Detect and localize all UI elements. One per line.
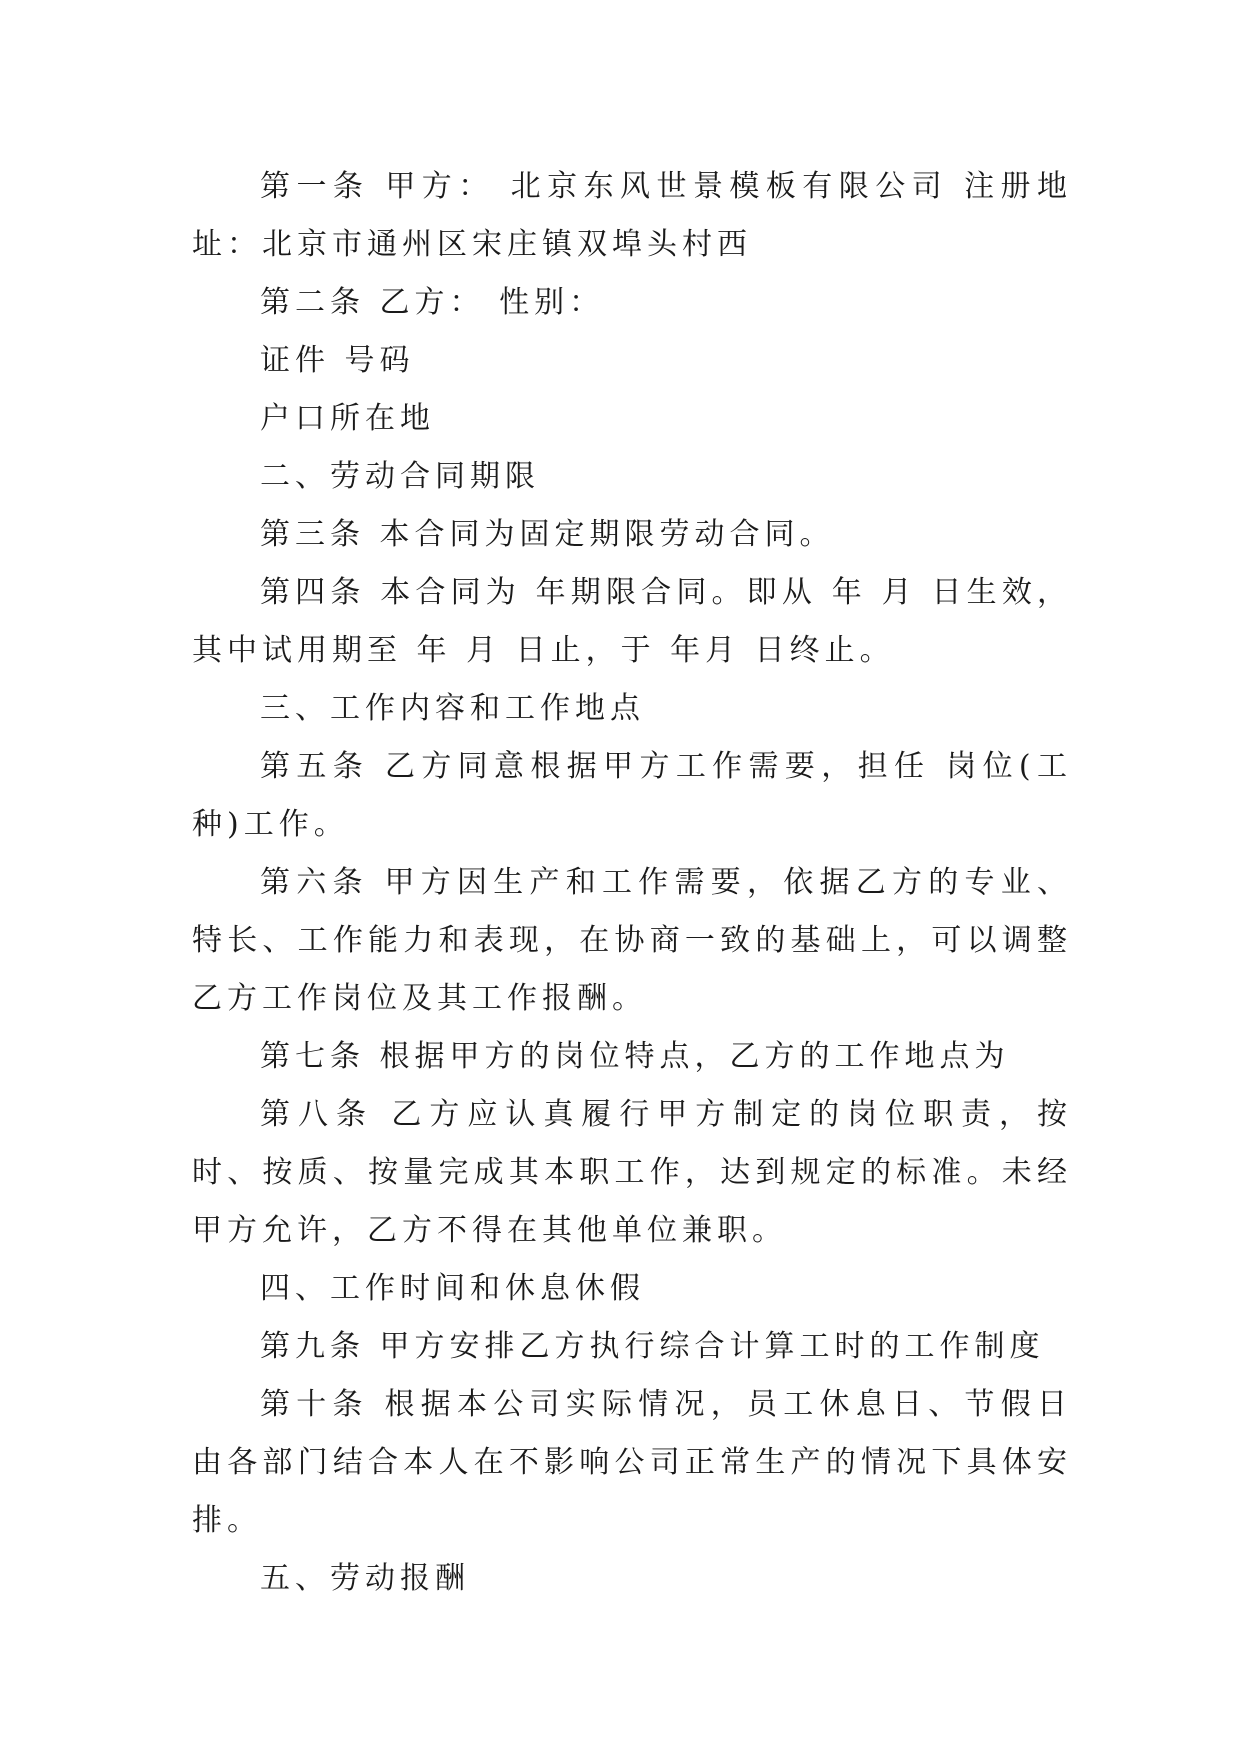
paragraph-article-5: 第五条 乙方同意根据甲方工作需要，担任 岗位(工种)工作。 [192,749,1072,842]
section-heading-contract-term: 二、劳动合同期限 [260,459,540,494]
section-heading-work-content: 三、工作内容和工作地点 [260,691,645,726]
paragraph-article-3: 第三条 本合同为固定期限劳动合同。 [260,517,835,552]
paragraph-article-9: 第九条 甲方安排乙方执行综合计算工时的工作制度 [260,1329,1045,1364]
paragraph-article-7: 第七条 根据甲方的岗位特点，乙方的工作地点为 [260,1039,1010,1074]
section-heading-remuneration: 五、劳动报酬 [260,1561,470,1596]
paragraph-article-1: 第一条 甲方： 北京东风世景模板有限公司 注册地址：北京市通州区宋庄镇双埠头村西 [192,169,1072,262]
paragraph-article-6: 第六条 甲方因生产和工作需要，依据乙方的专业、特长、工作能力和表现，在协商一致的基础上，可以调整乙方工作岗位及其工作报酬。 [192,865,1072,1016]
paragraph-article-8: 第八条 乙方应认真履行甲方制定的岗位职责，按时、按质、按量完成其本职工作，达到规定的标准。未经甲方允许，乙方不得在其他单位兼职。 [192,1097,1072,1248]
document-body [192,158,1072,1608]
paragraph-household-registration: 户口所在地 [260,401,435,436]
paragraph-id-number: 证件 号码 [260,343,415,378]
paragraph-article-2: 第二条 乙方： 性别： [260,285,605,320]
paragraph-article-4: 第四条 本合同为 年期限合同。即从 年 月 日生效，其中试用期至 年 月 日止，于 年月 日终止。 [192,575,1072,668]
section-heading-working-hours: 四、工作时间和休息休假 [260,1271,645,1306]
paragraph-article-10: 第十条 根据本公司实际情况，员工休息日、节假日由各部门结合本人在不影响公司正常生产的情况下具体安排。 [192,1387,1072,1538]
